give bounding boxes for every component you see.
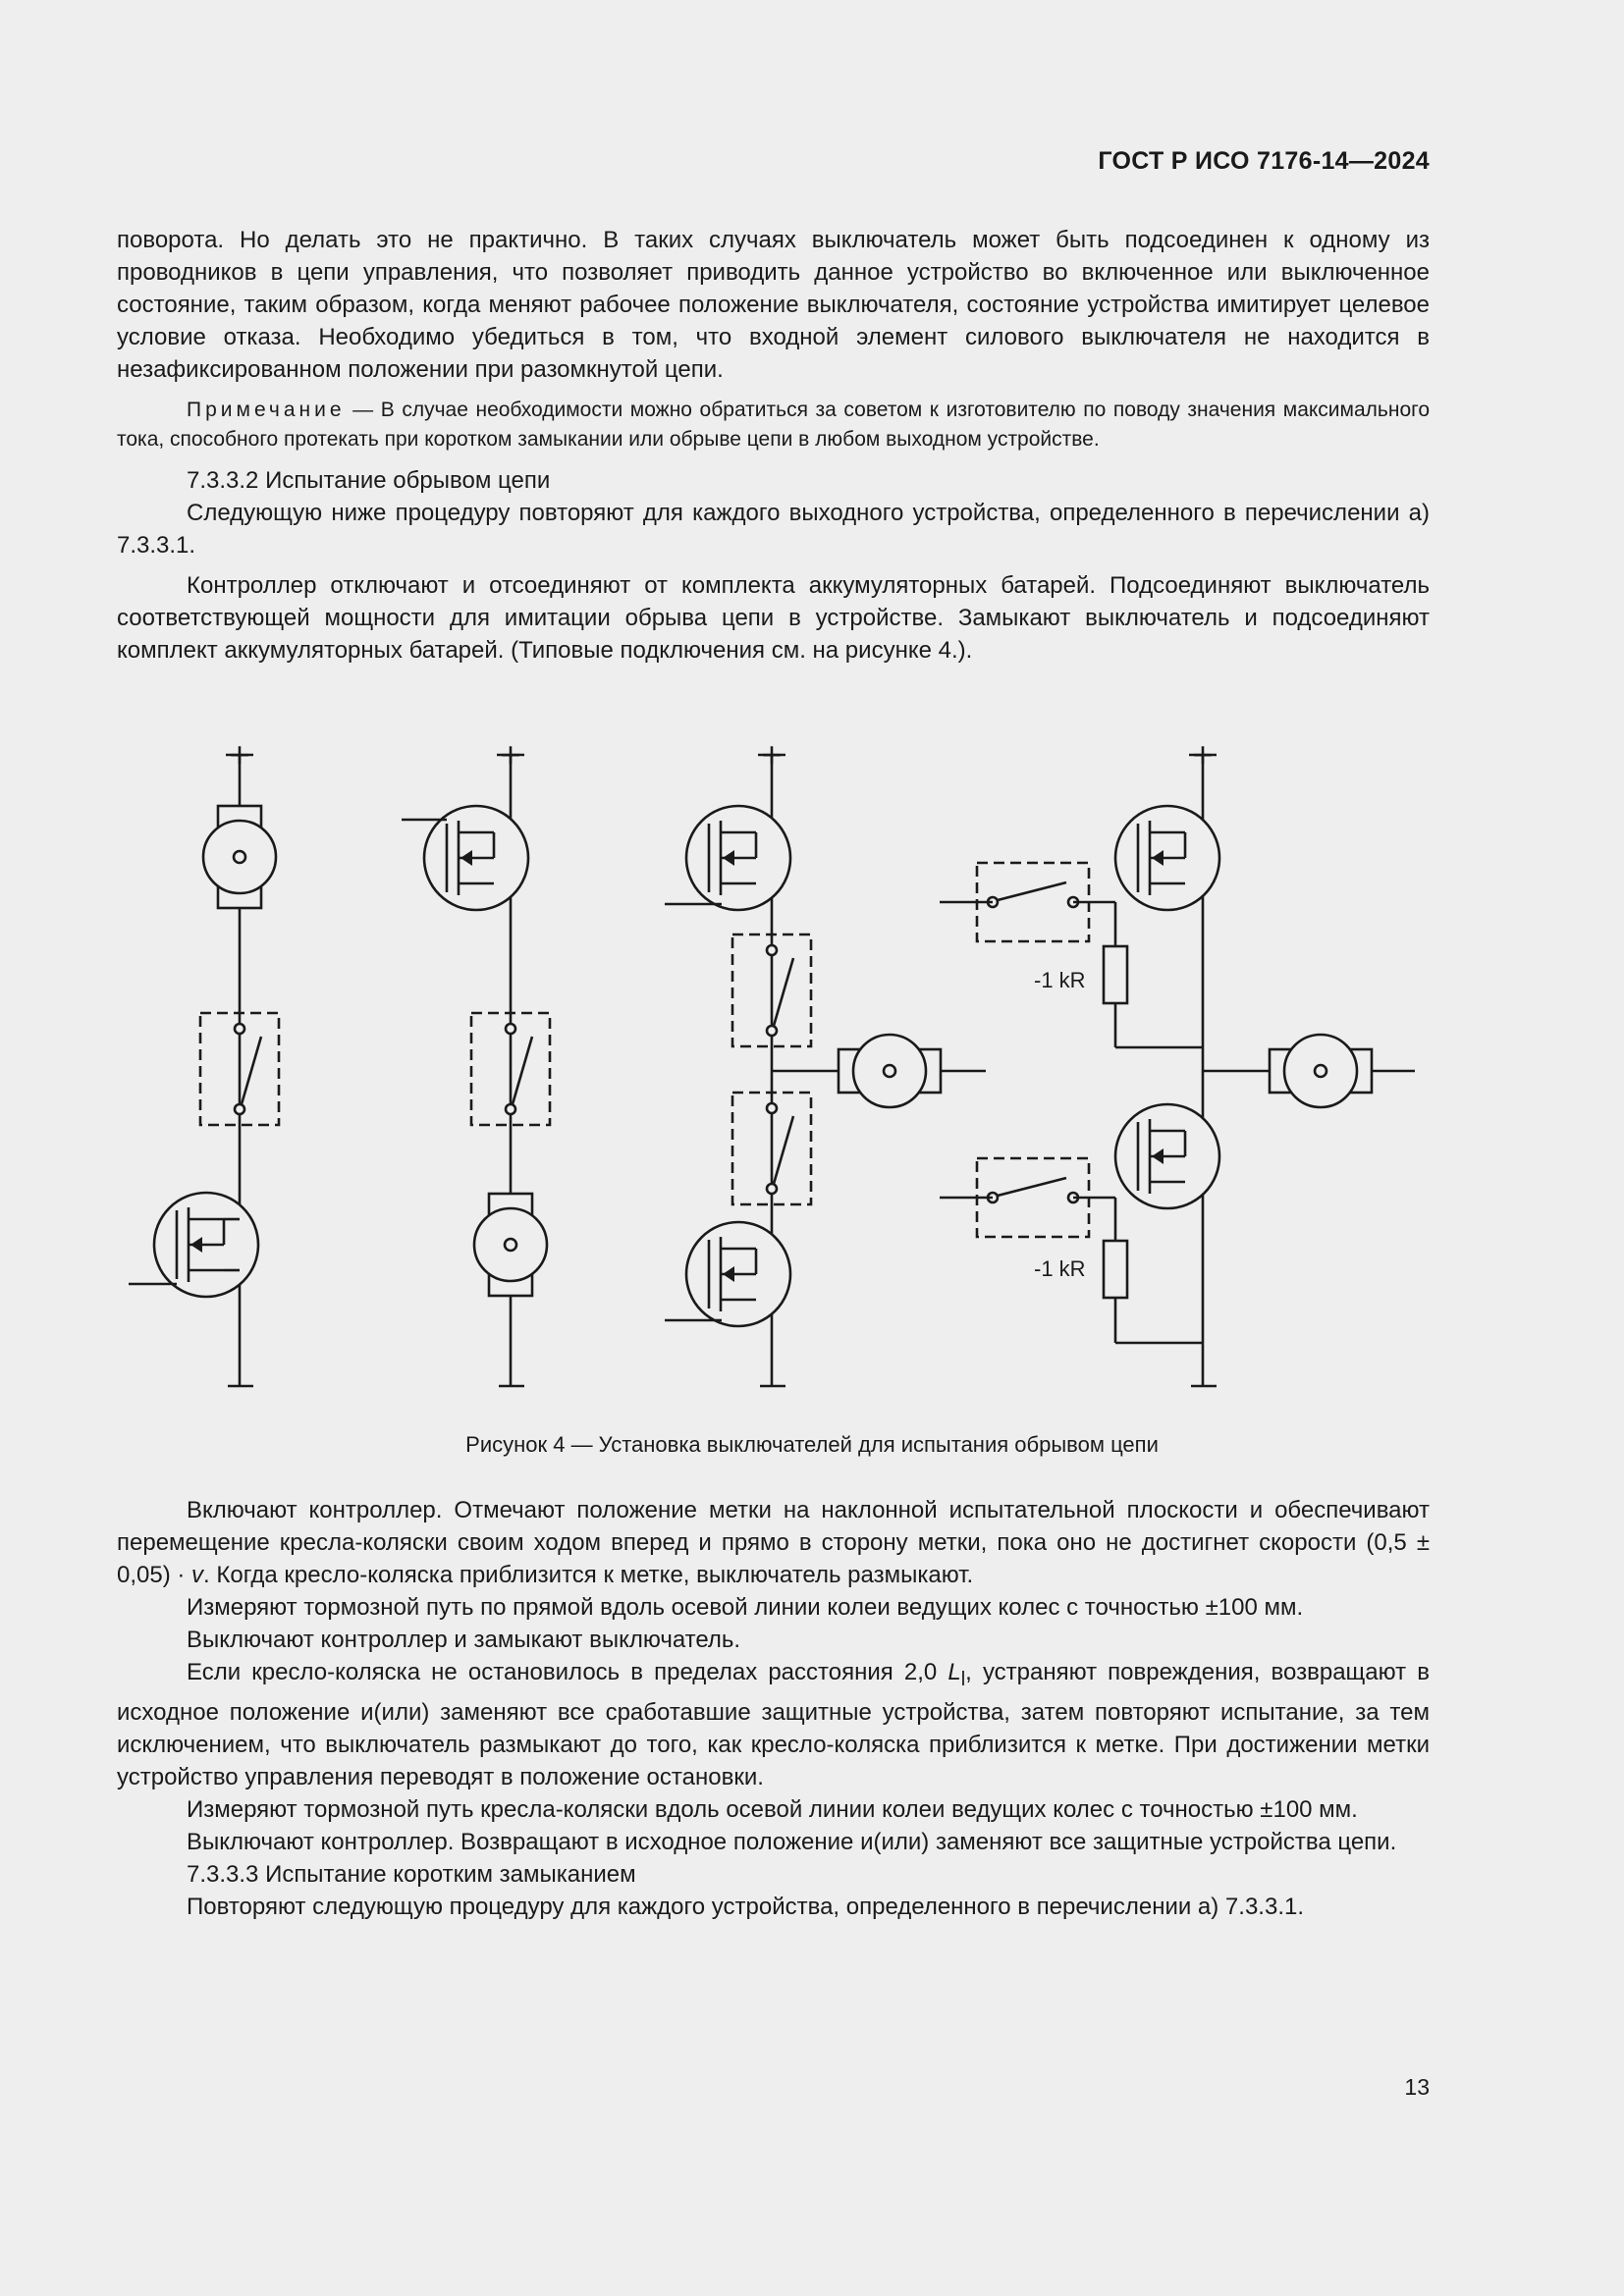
paragraph-7332-1: Следующую ниже процедуру повторяют для каждого выходного устройства, определенного в перечислении а) 7.3.3.1. [117, 500, 1430, 559]
transistor-symbol-3b [686, 1222, 790, 1326]
velocity-symbol: v [191, 1562, 204, 1588]
paragraph-after-4-part-a: Если кресло-коляска не остановилось в пределах расстояния 2,0 [187, 1659, 948, 1685]
figure-caption: Рисунок 4 — Установка выключателей для испытания обрывом цепи [465, 1432, 1159, 1457]
paragraph-after-2: Измеряют тормозной путь по прямой вдоль осевой линии колеи ведущих колес с точностью ±100 мм. [187, 1594, 1304, 1621]
resistor-label-4a: -1 kR [1034, 968, 1086, 992]
paragraph-7332-2: Контроллер отключают и отсоединяют от комплекта аккумуляторных батарей. Подсоединяют выключатель соответствующей мощности для имитации обрыва цепи в устройстве. Замыкают выключатель и подсоединяют комплект аккумуляторных батарей. (Типовые подключения см. на рисунке 4.). [117, 572, 1430, 664]
transistor-symbol-2 [424, 806, 528, 910]
switch-symbol-4a [977, 863, 1089, 941]
circuit-1 [129, 754, 279, 1386]
transistor-symbol-3a [686, 806, 790, 910]
circuit-3 [665, 754, 986, 1386]
page-number: 13 [1404, 2074, 1430, 2100]
figure-4-circuit-diagram [117, 726, 1430, 1394]
motor-symbol-4 [1270, 1035, 1372, 1107]
resistor-symbol-4a [1104, 946, 1127, 1003]
plus-label-4: + [1192, 734, 1214, 774]
paragraph-after-5: Измеряют тормозной путь кресла-коляски вдоль осевой линии колеи ведущих колес с точностью ±100 мм. [187, 1795, 1358, 1823]
paragraph-after-4 [117, 1656, 1430, 1793]
length-subscript: l [960, 1668, 966, 1690]
document-header: ГОСТ Р ИСО 7176-14—2024 [1098, 147, 1430, 175]
note-block [117, 396, 1430, 454]
circuit-2 [402, 754, 550, 1386]
paragraph-after-1-part-a: Включают контроллер. Отмечают положение метки на наклонной испытательной плоскости и обеспечивают перемещение кресла-коляски своим ходом вперед и прямо в сторону метки, пока оно не достигнет скорости (0,5 ± 0,05) · [117, 1497, 1430, 1588]
note-text: — В случае необходимости можно обратиться за советом к изготовителю по поводу значения максимального тока, способного протекать при коротком замыкании или обрыве цепи в любом выходном устройстве. [117, 399, 1430, 451]
text-block-top [117, 224, 1430, 667]
paragraph-after-6: Выключают контроллер. Возвращают в исходное положение и(или) заменяют все защитные устройства цепи. [187, 1828, 1397, 1855]
transistor-symbol-4b [1115, 1104, 1219, 1208]
length-symbol: L [947, 1659, 961, 1685]
switch-symbol-4b [977, 1158, 1089, 1237]
circuit-4 [940, 754, 1415, 1386]
note-label: Примечание [187, 399, 346, 421]
section-heading-7333: 7.3.3.3 Испытание коротким замыканием [187, 1860, 636, 1888]
paragraph-7333-1: Повторяют следующую процедуру для каждого устройства, определенного в перечислении а) 7.3.3.1. [187, 1893, 1304, 1920]
paragraph-after-3: Выключают контроллер и замыкают выключатель. [187, 1627, 741, 1653]
resistor-symbol-4b [1104, 1241, 1127, 1298]
plus-label-1: + [229, 734, 250, 774]
plus-label-2: + [500, 734, 521, 774]
text-block-bottom [117, 1494, 1430, 1923]
motor-symbol-2 [474, 1194, 547, 1296]
paragraph-after-4-part-b: , устраняют повреждения, возвращают в исходное положение и(или) заменяют все сработавшие защитные устройства, затем повторяют испытание, за тем исключением, что выключатель размыкают до того, как кресло-коляска приблизится к метке. При достижении метки устройство управления переводят в положение остановки. [117, 1659, 1430, 1790]
resistor-label-4b: -1 kR [1034, 1256, 1086, 1281]
motor-symbol-3 [839, 1035, 941, 1107]
paragraph-after-1 [117, 1494, 1430, 1591]
motor-symbol-1 [203, 806, 276, 908]
transistor-symbol-1 [154, 1193, 258, 1297]
transistor-symbol-4a [1115, 806, 1219, 910]
plus-label-3: + [761, 734, 783, 774]
paragraph-after-1-part-b: . Когда кресло-коляска приблизится к метке, выключатель размыкают. [203, 1562, 974, 1588]
intro-paragraph: поворота. Но делать это не практично. В таких случаях выключатель может быть подсоединен к одному из проводников в цепи управления, что позволяет приводить данное устройство во включенное или выключенное состояние, таким образом, когда меняют рабочее положение выключателя, состояние устройства имитирует целевое условие отказа. Необходимо убедиться в том, что входной элемент силового выключателя не находится в незафиксированном положении при разомкнутой цепи. [117, 227, 1430, 383]
section-heading-7332: 7.3.3.2 Испытание обрывом цепи [187, 467, 551, 494]
